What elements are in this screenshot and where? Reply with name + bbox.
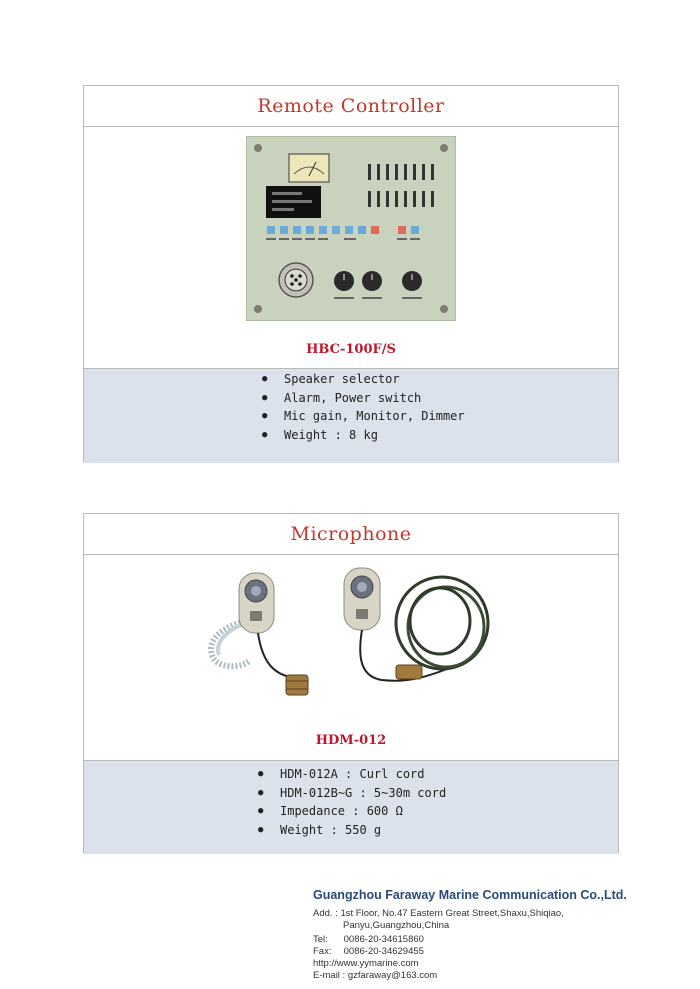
spec-list-area [84,761,618,854]
spec-list [84,765,618,839]
address-line1: 1st Floor, No.47 Eastern Great Street,Shaxu,Shiqiao, [340,908,564,919]
microphone-image [202,565,502,715]
product-card-remote-controller [83,85,619,462]
spec-list [84,370,618,444]
product-image-area [84,555,618,761]
email [313,970,673,982]
spec-list-area [84,369,618,463]
list-item: ● Weight : 550 g [258,822,382,837]
tel-label: Tel: [313,934,328,945]
email-address[interactable]: gzfaraway@163.com [347,970,438,981]
company-name: Guangzhou Faraway Marine Communication Co.,Ltd. [313,888,627,902]
list-item: ● Alarm, Power switch [262,390,422,405]
address [313,908,673,920]
fax [313,946,673,958]
product-card-microphone [83,513,619,853]
tel-number: 0086-20-34615860 [343,934,424,945]
website-link[interactable]: http://www.yymarine.com [313,958,419,969]
list-item: ● Speaker selector [262,372,400,386]
model-number: HBC-100F/S [306,342,396,357]
company-footer [313,888,673,982]
list-item: ● Impedance : 600 Ω [258,804,403,818]
list-item: ● HDM-012A : Curl cord [258,767,425,781]
address-line2: Panyu,Guangzhou,China [343,920,450,931]
product-image-area [84,127,618,369]
card-title: Remote Controller [84,86,618,127]
model-number: HDM-012 [315,733,387,748]
fax-number: 0086-20-34629455 [343,946,424,957]
list-item: ● HDM-012B~G : 5~30m cord [258,785,447,800]
email-label: E-mail : [313,970,346,981]
remote-controller-image [246,136,456,321]
address-label: Add. : [313,908,338,919]
telephone [313,934,673,946]
fax-label: Fax: [313,946,332,957]
list-item: ● Weight : 8 kg [262,427,378,442]
card-title: Microphone [84,514,618,555]
list-item: ● Mic gain, Monitor, Dimmer [262,409,465,423]
